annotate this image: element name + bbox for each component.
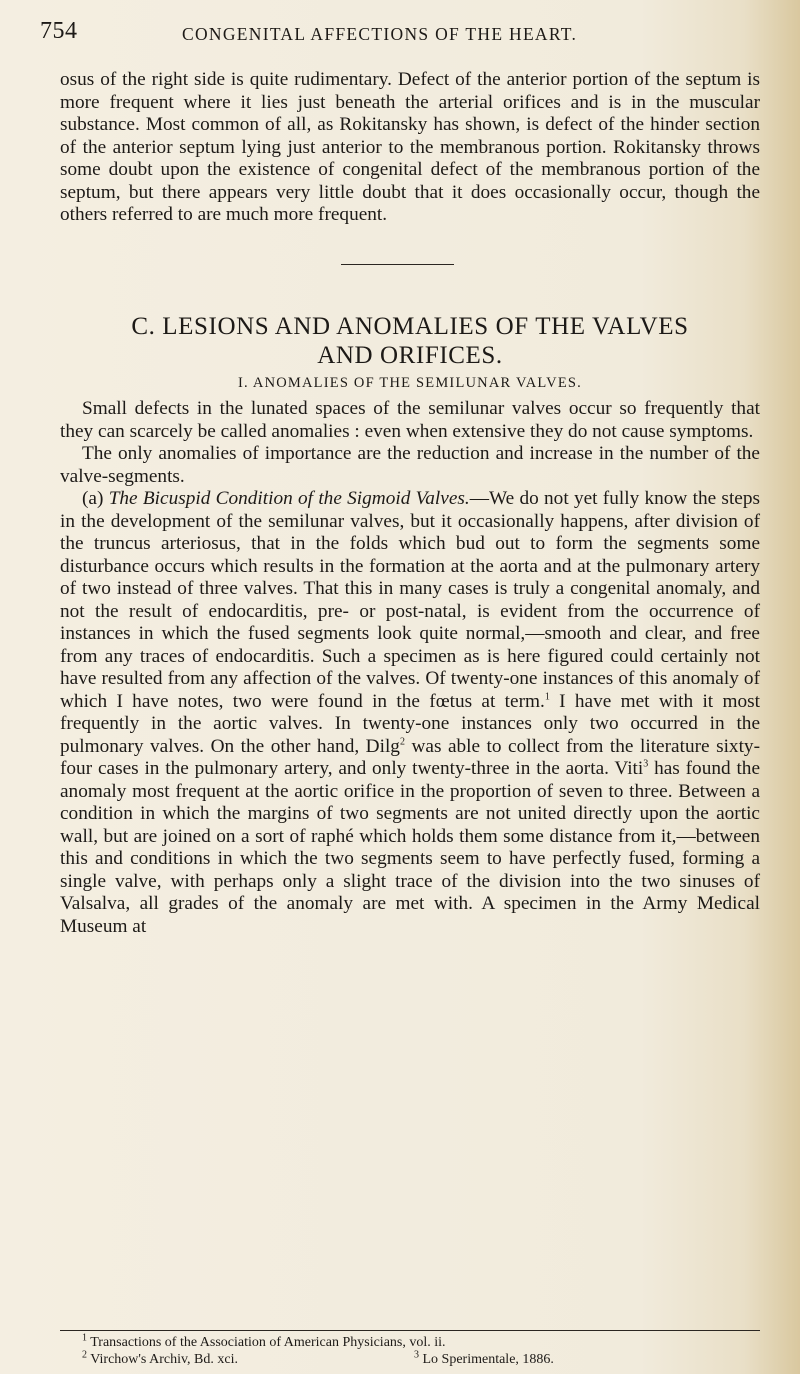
footnote-ref-1[interactable]: 1 — [544, 691, 550, 703]
page-number: 754 — [40, 18, 78, 44]
footnote-text-2: Virchow's Archiv, Bd. xci. — [90, 1352, 239, 1367]
paragraph-small-defects: Small defects in the lunated spaces of the semilunar valves occur so frequently that they can scarcely be called anomalies : even when extensive they do not cause symptoms. — [60, 398, 760, 442]
section-title — [60, 312, 760, 370]
footnote-text-3: Lo Sperimentale, 1886. — [422, 1352, 554, 1367]
paragraph-text-part-1: —We do not yet fully know the steps in the development of the semilunar valves, but it occasionally happens, after division of the truncus arteriosus, that in the folds which bud out to form the segments some disturbance occurs which results in the formation at the aorta and at the pulmonary artery of two instead of three valves. That this in many cases is truly a congenital anomaly, and not the result of endocarditis, pre- or post-natal, is evident from the occurrence of instances in which the fused segments look quite normal,—smooth and clear, and free from any traces of endocarditis. Such a specimen as is here figured could certainly not have resulted from any affection of the valves. Of twenty-one instances of this anomaly of which I have notes, two were found in the fœtus at term. — [60, 488, 760, 712]
section-divider — [341, 264, 454, 265]
footnote-3 — [414, 1351, 554, 1368]
section-title-line-2: AND ORIFICES. — [317, 342, 503, 369]
paragraph-bicuspid-condition — [60, 488, 760, 938]
footnote-ref-3[interactable]: 3 — [643, 758, 649, 770]
footnote-divider — [60, 1330, 760, 1331]
footnote-2 — [82, 1351, 414, 1368]
item-label: (a) — [82, 488, 104, 509]
page-header — [40, 18, 760, 54]
footnote-mark-1: 1 — [82, 1332, 87, 1344]
paragraph-text-part-3: was able to collect from the literature sixty-four cases in the pulmonary artery, and only twenty-three in the aorta. Viti — [60, 735, 760, 779]
subsection-title: I. ANOMALIES OF THE SEMILUNAR VALVES. — [238, 375, 582, 391]
section-body — [60, 398, 760, 938]
paragraph-septum-defects: osus of the right side is quite rudimentary. Defect of the anterior portion of the septum is more frequent where it lies just beneath the arterial orifices and is in the muscular substance. Most common of all, as Rokitansky has shown, is defect of the hinder section of the anterior septum lying just anterior to the membranous portion. Rokitansky throws some doubt upon the existence of congenital defect of the membranous portion of the septum, but there appears very little doubt that it does occasionally occur, though the others referred to are much more frequent. — [60, 69, 760, 225]
footnote-mark-3: 3 — [414, 1349, 419, 1361]
paragraph-valve-segments: The only anomalies of importance are the reduction and increase in the number of the valve-segments. — [60, 443, 760, 487]
footnote-1 — [60, 1334, 760, 1351]
footnotes — [60, 1334, 760, 1368]
footnote-row — [60, 1351, 760, 1368]
footnote-ref-2[interactable]: 2 — [399, 736, 405, 748]
running-head: CONGENITAL AFFECTIONS OF THE HEART. — [182, 24, 578, 44]
section-title-line-1: C. LESIONS AND ANOMALIES OF THE VALVES — [131, 313, 689, 340]
paragraph-text-part-4: has found the anomaly most frequent at the aortic orifice in the proportion of seven to three. Between a condition in which the margins of two segments are not united directly upon the aortic wall, but are joined on a sort of raphé which holds them some distance from it,—between this and conditions in which the two segments seem to have perfectly fused, forming a single valve, with perhaps only a slight trace of the division into the two sinuses of Valsalva, all grades of the anomaly are met with. A specimen in the Army Medical Museum at — [60, 758, 760, 937]
footnote-mark-2: 2 — [82, 1349, 87, 1361]
item-heading: The Bicuspid Condition of the Sigmoid Valves. — [108, 488, 470, 509]
paragraph-text-part-2: I have met with it most frequently in the aortic valves. In twenty-one instances only two occurred in the pulmonary valves. On the other hand, Dilg — [60, 690, 760, 757]
footnote-text-1: Transactions of the Association of American Physicians, vol. ii. — [90, 1335, 446, 1350]
